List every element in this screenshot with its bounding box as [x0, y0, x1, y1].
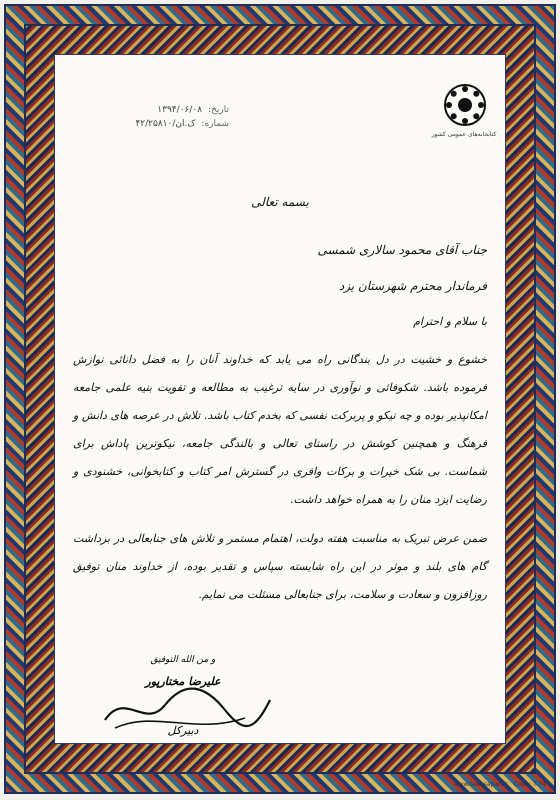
footer-code: Code: T-74: [513, 781, 546, 788]
number-label: شماره:: [201, 119, 229, 129]
closing-phrase: و من الله التوفیق: [150, 655, 216, 665]
signer-role: دبیرکل: [167, 724, 199, 737]
body-paragraph: ضمن عرض تبریک به مناسبت هفته دولت، اهتمام مستمر و تلاش های جنابعالی در برداشت گام های بلند و موثر در این راه شایسته سپاس و تقدیر بوده، از خداوند منان توفیق روزافزون و سعادت و سلامت، برای جنابعالی مسئلت می نمایم.: [73, 532, 487, 601]
recipient-name: جناب آقای محمود سالاری شمسی: [317, 243, 487, 257]
letter-meta: [69, 105, 229, 133]
number-value: ۴۲/۲۵۸۱۰/ک.ان: [135, 119, 196, 129]
ornamental-border-inner: [24, 24, 536, 774]
ornamental-border: [4, 4, 556, 794]
handwritten-signature: [95, 680, 275, 740]
print-footer: [14, 781, 546, 788]
library-logo-icon: [443, 83, 487, 127]
date-label: تاریخ:: [208, 105, 229, 115]
logo-caption: کتابخانه‌های عمومی کشور: [431, 131, 497, 138]
bismillah-heading: بسمه تعالی: [251, 195, 309, 209]
greeting: با سلام و احترام: [413, 315, 487, 328]
date-row: [69, 105, 229, 115]
footer-website: www.tawssapah.ir: [453, 781, 508, 788]
date-value: ۱۳۹۴/۰۶/۰۸: [157, 105, 203, 115]
number-row: [69, 119, 229, 129]
recipient-title: فرماندار محترم شهرستان یزد: [338, 279, 487, 293]
letter-paper: [54, 54, 506, 744]
body-paragraph: خشوع و خشیت در دل بندگانی راه می یابد که خداوند آنان را به فضل دانائی نوازش فرموده باشد. شکوفائی و نوآوری در سایه ترغیب به مطالعه و تقویت بنیه علمی جامعه امکانپذیر بوده و چه نیکو و پربرکت نفسی که بخدم کتاب باشد. تلاش در عرصه های دانش و فرهنگ و همچنین کوشش در راستای تعالی و بالندگی جامعه، نیکوترین پاداش برای شماست. بی شک خیرات و برکات وافری در گسترش امر کتاب و کتابخوانی، خشنودی و رضایت ایزد منان را به همراه خواهد داشت.: [73, 353, 487, 506]
letter-body: [73, 195, 487, 617]
signer-name: علیرضا مختارپور: [145, 675, 221, 688]
